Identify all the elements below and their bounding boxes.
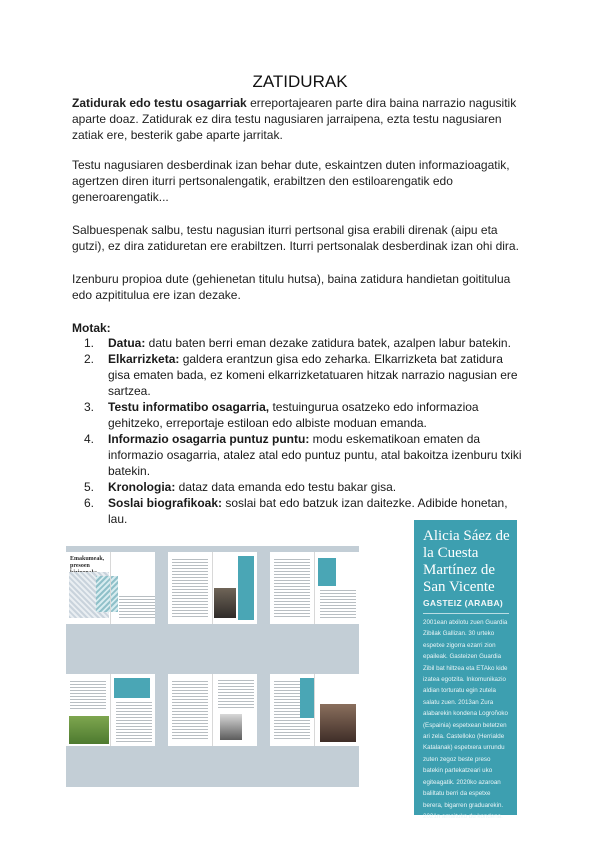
page-title: ZATIDURAK xyxy=(252,72,348,91)
intro-rest: erreportajearen parte dira baina narrazio nagusitik aparte doaz. Zatidurak ez dira testu nagusiaren jarraipena, ezta testu nagusiaren zatiak ere, besterik gabe aparte jarritak. xyxy=(72,96,517,142)
list-text: galdera erantzun gisa edo zeharka. Elkarrizketa bat zatidura gisa ematen bada, ez komeni elkarrizketatuaren hitzak narrazio nagusian ere sartzea. xyxy=(108,352,518,398)
portrait-photo xyxy=(220,714,242,740)
text-columns xyxy=(218,680,254,710)
list-label: Informazio osagarria puntuz puntu: xyxy=(108,432,310,446)
list-number: 2. xyxy=(84,352,95,366)
biography-card xyxy=(414,520,517,820)
types-list xyxy=(84,335,524,527)
field-photo xyxy=(69,716,109,744)
spread-fold xyxy=(212,552,213,624)
text-columns xyxy=(320,590,356,620)
sidebar-box xyxy=(300,678,314,718)
fabric-photo xyxy=(96,576,118,612)
sidebar-box xyxy=(114,678,150,698)
list-text: soslai bat edo batzuk izan daitezke. Adibide honetan, lau. xyxy=(108,496,508,526)
paragraph-sources: Salbuespenak salbu, testu nagusian iturri pertsonal gisa erabili direnak (aipu eta gutzi), ez dira zatiduretan ere erabiltzen. Iturri pertsonalak desberdinak izan ohi dira. xyxy=(72,223,519,253)
people-photo xyxy=(214,588,236,618)
spread-fold xyxy=(314,674,315,746)
list-number: 5. xyxy=(84,480,95,494)
list-item xyxy=(84,335,524,351)
sidebar-box xyxy=(318,558,336,586)
intro-paragraph xyxy=(72,95,532,143)
bio-place: GASTEIZ (ARABA) xyxy=(423,598,504,608)
spread-fold xyxy=(212,674,213,746)
list-label: Datua: xyxy=(108,336,146,350)
spread-fold xyxy=(110,552,111,624)
text-columns xyxy=(172,681,208,741)
spread-4 xyxy=(66,674,155,746)
list-number: 4. xyxy=(84,432,95,446)
group-photo xyxy=(320,704,356,742)
list-label: Soslai biografikoak: xyxy=(108,496,223,510)
list-text: testuingurua osatzeko edo informazioa gehitzeko, erreportaje estiloan edo albiste moduan emanda. xyxy=(108,400,479,430)
list-number: 6. xyxy=(84,496,95,510)
text-columns xyxy=(70,681,106,711)
bio-text: 2001ean atxilotu zuen Guardia Zibilak Gallizan. 30 urteko espetxe zigorra ezarri zion epaileak. Gasteizen Guardia Zibil bat hiltzea eta ETAko kide izatea egotzita. Inkomunikazio aldian torturatu egin zutela salatu zuen. 2013an Zura alabarekin kondena Logroñoko (Espainia) espetxean betetzen ari zela. Castelloko (Herrialde Katalanak) espetxera urrundu zuten zegoz beste preso batekin partekatzeari uko egiteagatik. 2020ko azaroan baliltatu berri da espetxe berera, bigarren graduarekin. 2021n amaituko du kondena. xyxy=(423,619,508,820)
spread-2 xyxy=(168,552,257,624)
magazine-spreads-image xyxy=(66,546,359,787)
list-item xyxy=(84,399,524,431)
list-item xyxy=(84,351,524,399)
list-label: Elkarrizketa: xyxy=(108,352,180,366)
list-text: modu eskematikoan ematen da informazio osagarria, atalez atal edo puntuz puntu, atal bakoitza izenburu txiki batekin. xyxy=(108,432,522,478)
list-number: 3. xyxy=(84,400,95,414)
paragraph-headings: Izenburu propioa dute (gehienetan titulu hutsa), baina zatidura handietan goititulua edo azpititulua ere izan dezake. xyxy=(72,272,511,302)
paragraph-differences: Testu nagusiaren desberdinak izan behar dute, eskaintzen duten informazioagatik, agertzen diren iturri pertsonalengatik, erabiltzen den estiloarengatik edo generoarengatik... xyxy=(72,158,510,204)
spread-3 xyxy=(270,552,359,624)
divider xyxy=(423,613,509,614)
list-item xyxy=(84,479,524,495)
spread-fold xyxy=(314,552,315,624)
list-item xyxy=(84,431,524,479)
text-columns xyxy=(119,596,155,620)
list-text: dataz data emanda edo testu bakar gisa. xyxy=(175,480,397,494)
spread-1 xyxy=(66,552,155,624)
text-columns xyxy=(274,559,310,619)
sidebar-box xyxy=(238,556,254,620)
text-columns xyxy=(172,559,208,619)
spread-5 xyxy=(168,674,257,746)
list-text: datu baten berri eman dezake zatidura batek, azalpen labur batekin. xyxy=(145,336,511,350)
types-heading: Motak: xyxy=(72,321,111,335)
list-label: Testu informatibo osagarria, xyxy=(108,400,270,414)
spread-6 xyxy=(270,674,359,746)
list-number: 1. xyxy=(84,336,95,350)
spread-headline: Emakumeak, presoen xyxy=(70,556,105,569)
text-columns xyxy=(116,702,152,742)
intro-lead: Zatidurak edo testu osagarriak xyxy=(72,96,247,110)
list-label: Kronologia: xyxy=(108,480,176,494)
spread-fold xyxy=(110,674,111,746)
bio-name: Alicia Sáez de la Cuesta Martínez de San Vicente xyxy=(423,528,510,595)
